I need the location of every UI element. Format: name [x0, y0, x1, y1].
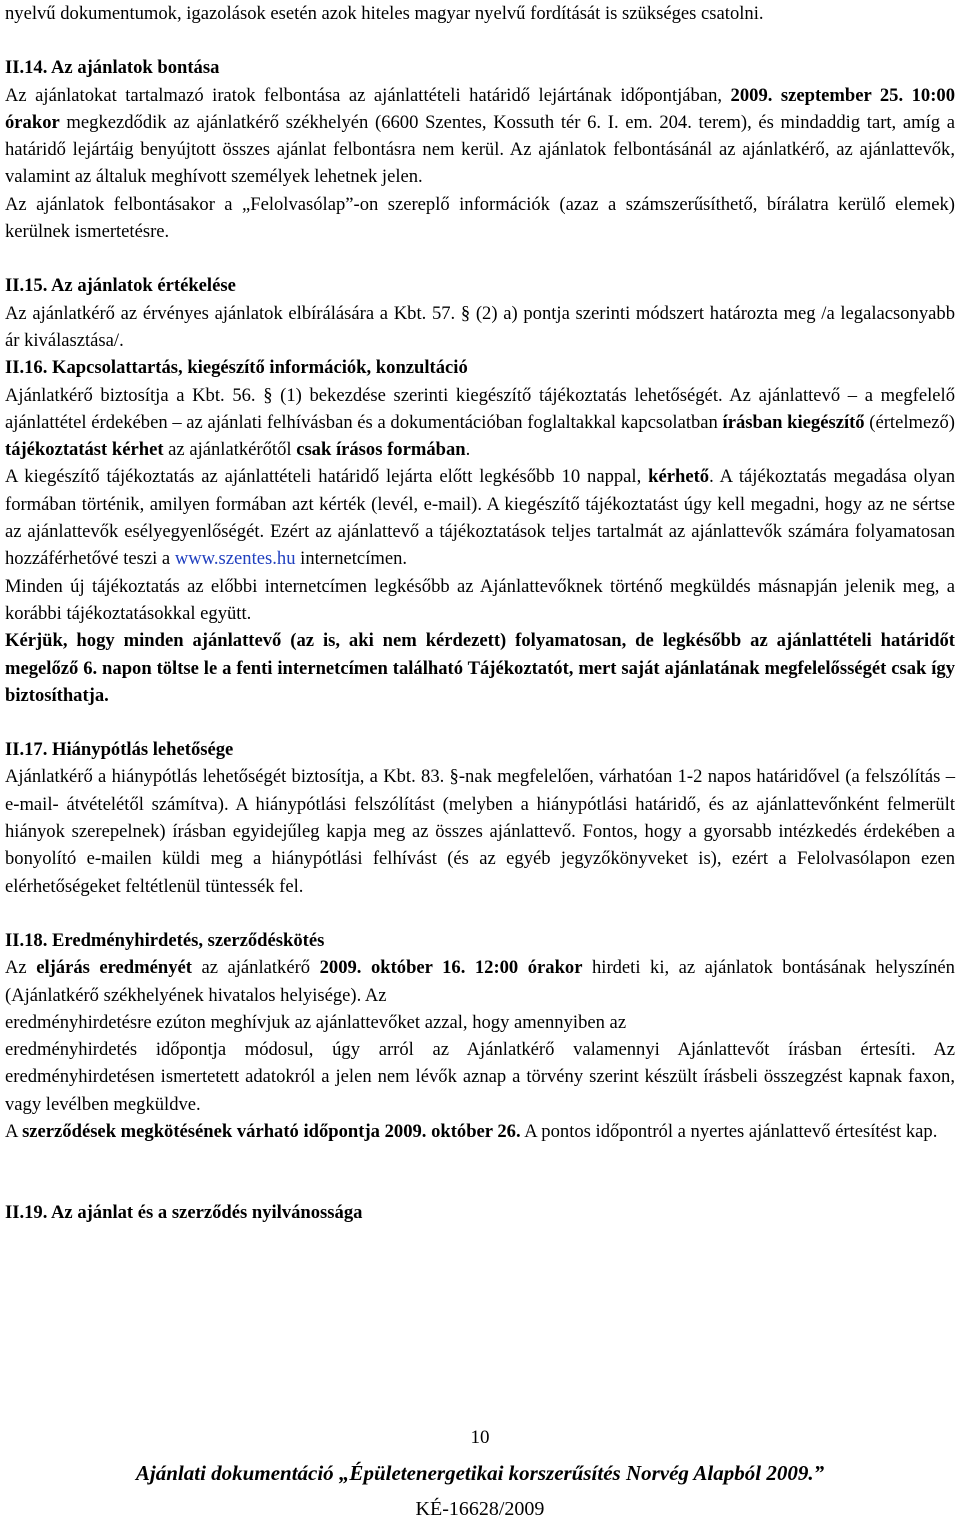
- page-number: 10: [470, 1427, 490, 1448]
- results-date: 2009. október 16. 12:00 órakor: [319, 957, 583, 979]
- spacer: [5, 900, 955, 927]
- text-run: internetcímen.: [295, 548, 408, 570]
- text-run: Az ajánlatokat tartalmazó iratok felbontása az ajánlattételi határidő lejártának időpontjában,: [5, 84, 731, 106]
- bold-run: írásban kiegészítő: [722, 411, 865, 433]
- paragraph-publication: Minden új tájékoztatás az előbbi internetcímen legkésőbb az Ajánlattevőknek történő megküldés másnapján jelenik meg, a korábbi tájékoztatásokkal együtt.: [5, 575, 955, 624]
- section-heading-ii-17: II.17. Hiánypótlás lehetősége: [5, 739, 234, 761]
- footer-title: Ajánlati dokumentáció „Épületenergetikai korszerűsítés Norvég Alapból 2009.”: [135, 1461, 825, 1485]
- bold-run: eljárás eredményét: [36, 957, 192, 979]
- section-heading-ii-19: II.19. Az ajánlat és a szerződés nyilvánossága: [5, 1202, 363, 1224]
- text-run: az ajánlatkérő: [191, 957, 320, 979]
- contract-date: szerződések megkötésének várható időpontja 2009. október 26.: [22, 1120, 521, 1142]
- bold-run: tájékoztatást kérhet: [5, 439, 164, 461]
- opening-date: 2009. szeptember 25. 10:00 órakor: [5, 84, 955, 133]
- paragraph-deficiency: Ajánlatkérő a hiánypótlás lehetőségét biztosítja, a Kbt. 83. §-nak megfelelően, várhatóan 1-2 napos határidővel (a felszólítás –e-mail- átvételétől számítva). A hiánypótlási felszólítást (melyben a hiánypótlási határidő, és az ajánlattevőnként felmerült hiányok szerepelnek) írásban egyidejűleg kapja meg az összes ajánlattevő. Fontos, hogy a gyorsabb intézkedés érdekében a bonyolító e-mailen küldi meg a hiánypótlási felhívást (és az egyéb jegyzőkönyveket is), ezért a Felolvasólapon ezen elérhetőségeket feltétlenül tüntessék fel.: [5, 766, 955, 897]
- section-heading-ii-15: II.15. Az ajánlatok értékelése: [5, 275, 236, 297]
- paragraph-results-2: eredményhirdetésre ezúton meghívjuk az ajánlattevőket azzal, hogy amennyiben az: [5, 1011, 627, 1033]
- text-run: .: [465, 439, 471, 461]
- bold-run: csak írásos formában: [296, 439, 466, 461]
- text-run: Az: [5, 957, 37, 979]
- section-heading-ii-18: II.18. Eredményhirdetés, szerződéskötés: [5, 929, 325, 951]
- text-run: az ajánlatkérőtől: [163, 439, 297, 461]
- text-run: A kiegészítő tájékoztatás az ajánlattételi határidő lejárta előtt legkésőbb 10 nappal,: [5, 466, 649, 488]
- paragraph-request-bold: Kérjük, hogy minden ajánlattevő (az is, aki nem kérdezett) folyamatosan, de legkésőbb az ajánlattételi határidőt megelőző 6. napon töltse le a fenti internetcímen található Tájékoztatót, mert saját ajánlatának megfelelősségét csak így biztosíthatja.: [5, 630, 955, 706]
- spacer: [5, 1145, 955, 1199]
- paragraph-results-1: [5, 954, 955, 1009]
- section-heading-ii-14: II.14. Az ajánlatok bontása: [5, 57, 220, 79]
- spacer: [5, 709, 955, 736]
- text-run: A: [5, 1120, 23, 1142]
- text-run: Ajánlatkérő biztosítja a Kbt. 56. § (1) bekezdése szerinti kiegészítő tájékoztatás lehetőségét. Az ajánlattevő – a megfelelő ajánlattétel érdekében – az ajánlati felhívásban és a dokumentációban foglaltakkal kapcsolatban: [5, 384, 955, 433]
- bold-run: kérhető: [648, 466, 710, 488]
- paragraph-opening: [5, 82, 955, 191]
- section-heading-ii-16: II.16. Kapcsolattartás, kiegészítő információk, konzultáció: [5, 357, 468, 379]
- paragraph-info-request: [5, 382, 955, 464]
- text-run: A pontos időpontról a nyertes ajánlattevő értesítést kap.: [520, 1120, 938, 1142]
- paragraph-info-deadline: [5, 463, 955, 572]
- footer-reference: KÉ-16628/2009: [415, 1498, 545, 1520]
- spacer: [5, 27, 955, 54]
- spacer: [5, 245, 955, 272]
- paragraph-reading-sheet: Az ajánlatok felbontásakor a „Felolvasólap”-on szereplő információk (azaz a számszerűsíthető, bírálatra kerülő elemek) kerülnek ismertetésre.: [5, 193, 955, 243]
- text-run: . A tájékoztatás megadása olyan formában történik, amilyen formában azt kérték (levél, e-mail). A kiegészítő tájékoztatást úgy kell megadni, hogy az ne sértse az ajánlattevők esélyegyenlőségét. Ezért az ajánlattevő a tájékoztatások teljes tartalmát az ajánlattevők számára folyamatosan hozzáférhetővé teszi a: [5, 466, 955, 570]
- paragraph-evaluation: Az ajánlatkérő az érvényes ajánlatok elbírálására a Kbt. 57. § (2) a) pontja szerinti módszert határozta meg /a legalacsonyabb ár kiválasztása/.: [5, 302, 955, 351]
- text-run: (értelmező): [864, 411, 955, 433]
- document-page: [5, 0, 955, 1227]
- intro-paragraph: nyelvű dokumentumok, igazolások esetén azok hiteles magyar nyelvű fordítását is szükséges csatolni.: [5, 3, 764, 24]
- text-run: megkezdődik az ajánlatkérő székhelyén (6600 Szentes, Kossuth tér 6. I. em. 204. terem), és mindaddig tart, amíg a határidő lejártáig benyújtott összes ajánlat felbontásra nem kerül. Az ajánlatok felbontásánál az ajánlatkérő, az ajánlattevők, valamint az általuk meghívott személyek lehetnek jelen.: [5, 111, 955, 188]
- website-link[interactable]: www.szentes.hu: [174, 548, 296, 570]
- paragraph-results-3: eredményhirdetés időpontja módosul, úgy arról az Ajánlatkérő valamennyi Ajánlattevőt írásban értesíti. Az eredményhirdetésen ismertetett adatokról a jelen nem lévők aznap a törvény szerint készült írásbeli összegzést kapnak faxon, vagy levélben megküldve.: [5, 1039, 955, 1115]
- paragraph-contract-date: [5, 1118, 955, 1145]
- text-run: hirdeti ki, az ajánlatok bontásának helyszínén (Ajánlatkérő székhelyének hivatalos helyisége). Az: [5, 957, 955, 1006]
